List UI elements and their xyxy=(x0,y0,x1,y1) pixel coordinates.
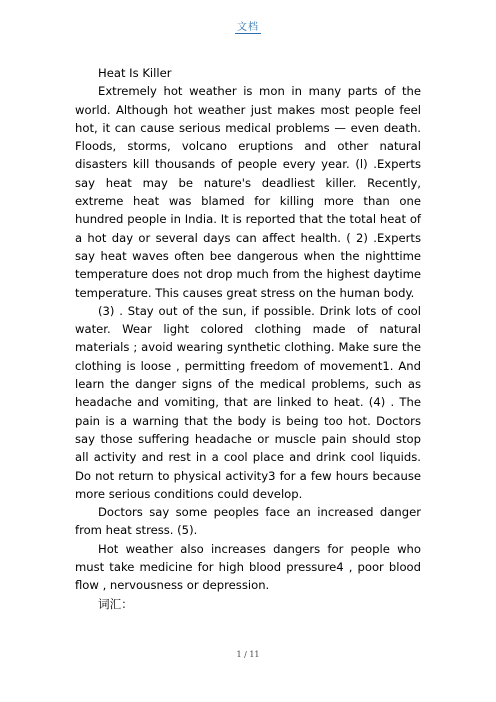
header-tag-text: 文档 xyxy=(237,22,259,33)
paragraph-medicine: Hot weather also increases dangers for people who must take medicine for high blood pressure4 , poor blood flow , nervousness or depression. xyxy=(75,541,421,593)
page-number: 1 / 11 xyxy=(236,650,260,659)
article-body xyxy=(75,64,421,613)
paragraph-intro: Extremely hot weather is mon in many parts of the world. Although hot weather just makes most people feel hot, it can cause serious medical problems — even death. Floods, storms, volcano eruptions and other natural disasters kill thousands of people every year. (l) .Experts say heat may be nature's deadliest killer. Recently, extreme heat was blamed for killing more than one hundred people in India. It is reported that the total heat of a hot day or several days can affect health. ( 2) .Experts say heat waves often bee dangerous when the nighttime temperature does not drop much from the highest daytime temperature. This causes great stress on the human body. xyxy=(75,84,421,300)
paragraph-advice: (3) . Stay out of the sun, if possible. Drink lots of cool water. Wear light colored clothing made of natural materials ; avoid wearing synthetic clothing. Make sure the clothing is loose , permitting freedom of movement1. And learn the danger signs of the medical problems, such as headache and vomiting, that are linked to heat. (4) . The pain is a warning that the body is being too hot. Doctors say those suffering headache or muscle pain should stop all activity and rest in a cool place and drink cool liquids. Do not return to physical activity3 for a few hours because more serious conditions could develop. xyxy=(75,303,421,501)
header-tag xyxy=(0,18,496,33)
article-title: Heat Is Killer xyxy=(98,66,172,80)
paragraph-risk-groups: Doctors say some peoples face an increased danger from heat stress. (5). xyxy=(75,505,421,538)
vocab-label: 词汇： xyxy=(98,596,133,611)
